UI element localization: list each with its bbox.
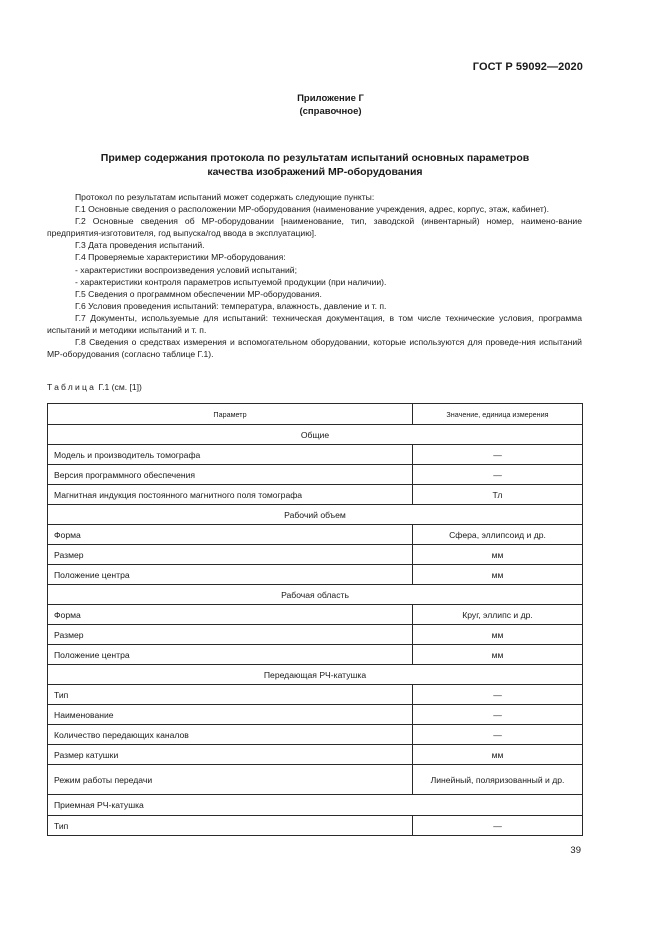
parameters-table	[47, 403, 583, 836]
table-row	[48, 605, 583, 625]
table-row	[48, 816, 583, 836]
paragraph: - характеристики контроля параметров испытуемой продукции (при наличии).	[75, 276, 387, 287]
table-row	[48, 445, 583, 465]
table-row	[48, 545, 583, 565]
table-row	[48, 705, 583, 725]
table-cell-parameter: Тип	[48, 685, 413, 705]
column-header-value: Значение, единица измерения	[413, 404, 583, 425]
table-subsection-row	[48, 795, 583, 816]
table-cell-value: мм	[413, 625, 583, 645]
paragraph: Протокол по результатам испытаний может содержать следующие пункты:	[75, 192, 375, 202]
table-section-label: Рабочий объем	[48, 505, 583, 525]
table-row	[48, 745, 583, 765]
table-cell-value: —	[413, 685, 583, 705]
table-row	[48, 465, 583, 485]
table-row	[48, 625, 583, 645]
table-section-row	[48, 665, 583, 685]
table-cell-parameter: Размер	[48, 625, 413, 645]
table-section-row	[48, 425, 583, 445]
table-cell-value: —	[413, 465, 583, 485]
table-cell-parameter: Размер	[48, 545, 413, 565]
table-section-label: Передающая РЧ-катушка	[48, 665, 583, 685]
table-cell-value: —	[413, 445, 583, 465]
table-cell-value: Линейный, поляризованный и др.	[413, 765, 583, 795]
table-section-row	[48, 585, 583, 605]
table-cell-parameter: Количество передающих каналов	[48, 725, 413, 745]
body-text	[47, 191, 582, 360]
table-cell-value: —	[413, 725, 583, 745]
paragraph: Г.5 Сведения о программном обеспечении МР-оборудования.	[75, 288, 322, 299]
table-cell-parameter: Магнитная индукция постоянного магнитного поля томографа	[48, 485, 413, 505]
paragraph: Г.7 Документы, используемые для испытаний: техническая документация, в том числе технические условия, программа испытаний и методики испытаний и т. п.	[47, 312, 582, 336]
table-row	[48, 485, 583, 505]
table-cell-parameter: Версия программного обеспечения	[48, 465, 413, 485]
paragraph: Г.8 Сведения о средствах измерения и вспомогательном оборудовании, которые используются для проведе-ния испытаний МР-оборудования (согласно таблице Г.1).	[47, 337, 582, 360]
appendix-heading	[0, 92, 661, 118]
table-cell-value: Тл	[413, 485, 583, 505]
table-row	[48, 685, 583, 705]
page-number: 39	[570, 845, 581, 856]
document-code: ГОСТ Р 59092—2020	[472, 61, 583, 73]
table-row	[48, 725, 583, 745]
table-cell-value: Круг, эллипс и др.	[413, 605, 583, 625]
table-cell-parameter: Модель и производитель томографа	[48, 445, 413, 465]
paragraph: Г.3 Дата проведения испытаний.	[75, 240, 205, 251]
table-cell-parameter: Положение центра	[48, 645, 413, 665]
table-row	[48, 765, 583, 795]
section-title-line-1: Пример содержания протокола по результатам испытаний основных параметров	[100, 152, 530, 164]
table-cell-parameter: Положение центра	[48, 565, 413, 585]
table-cell-value: мм	[413, 645, 583, 665]
table-cell-value: мм	[413, 565, 583, 585]
section-title	[60, 152, 570, 179]
table-row	[48, 645, 583, 665]
table-section-label: Общие	[48, 425, 583, 445]
appendix-title: Приложение Г	[297, 93, 364, 104]
section-title-line-2: качества изображений МР-оборудования	[207, 165, 423, 178]
table-cell-parameter: Размер катушки	[48, 745, 413, 765]
table-subsection-label: Приемная РЧ-катушка	[48, 795, 583, 816]
table-cell-value: —	[413, 816, 583, 836]
column-header-parameter: Параметр	[48, 404, 413, 425]
table-cell-parameter: Тип	[48, 816, 413, 836]
table-row	[48, 525, 583, 545]
table-cell-parameter: Форма	[48, 605, 413, 625]
table-cell-value: —	[413, 705, 583, 725]
table-row	[48, 565, 583, 585]
table-cell-parameter: Форма	[48, 525, 413, 545]
table-caption-label: Таблица	[47, 382, 97, 392]
table-cell-value: мм	[413, 745, 583, 765]
paragraph: Г.6 Условия проведения испытаний: температура, влажность, давление и т. п.	[75, 300, 387, 311]
table-caption-ref: Г.1 (см. [1])	[96, 382, 142, 392]
table-cell-value: Сфера, эллипсоид и др.	[413, 525, 583, 545]
appendix-subtitle: (справочное)	[299, 106, 362, 117]
table-section-label: Рабочая область	[48, 585, 583, 605]
paragraph: Г.1 Основные сведения о расположении МР-оборудования (наименование учреждения, адрес, корпус, этаж, кабинет).	[75, 204, 550, 215]
paragraph: Г.4 Проверяемые характеристики МР-оборудования:	[75, 252, 286, 263]
paragraph: - характеристики воспроизведения условий испытаний;	[75, 264, 297, 275]
table-section-row	[48, 505, 583, 525]
paragraph: Г.2 Основные сведения об МР-оборудовании [наименование, тип, заводской (инвентарный) номер, наимено-вание предприятия-изготовителя, год выпуска/год ввода в эксплуатацию].	[47, 216, 582, 239]
table-cell-value: мм	[413, 545, 583, 565]
table-cell-parameter: Наименование	[48, 705, 413, 725]
table-caption	[47, 382, 142, 392]
table-cell-parameter: Режим работы передачи	[48, 765, 413, 795]
